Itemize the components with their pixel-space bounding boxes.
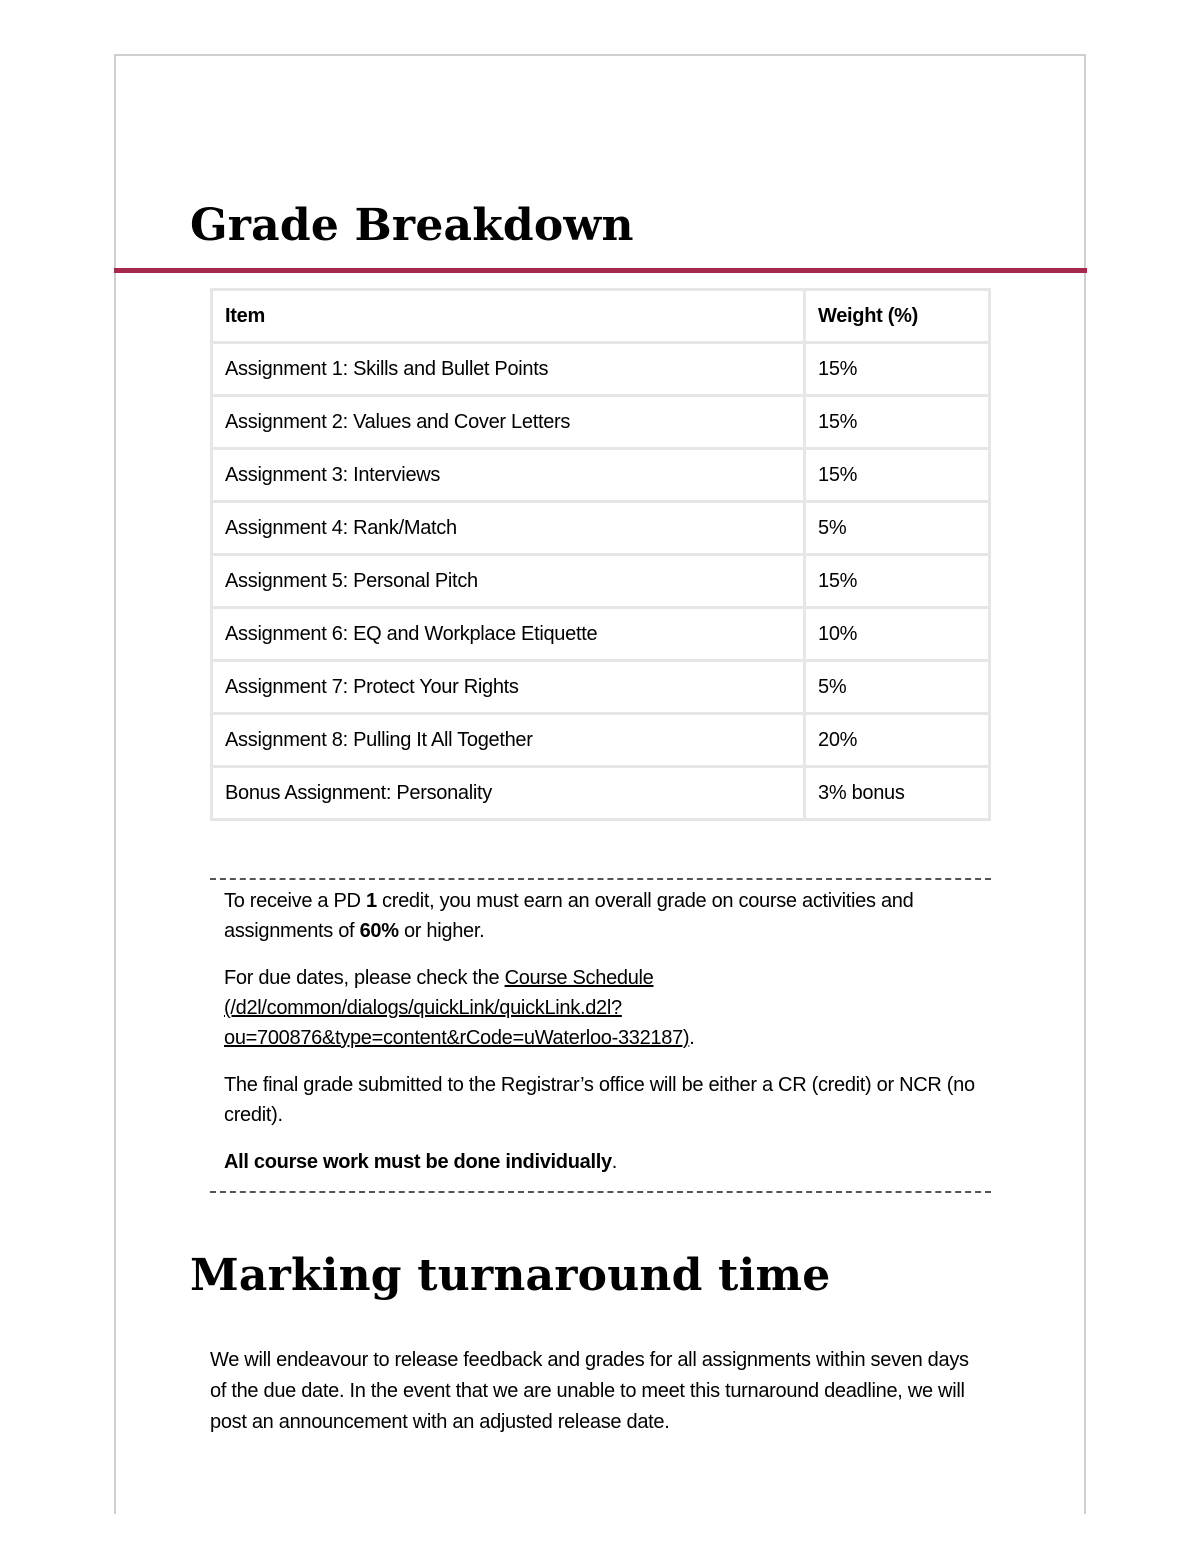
table-row <box>212 555 990 608</box>
weight-cell: 10% <box>805 608 990 661</box>
due-text: For due dates, please check the <box>224 967 505 989</box>
heading-rule <box>114 268 1087 273</box>
table-row <box>212 608 990 661</box>
course-schedule-link[interactable]: Course Schedule (/d2l/common/dialogs/quickLink/quickLink.d2l?ou=700876&type=content&rCode=uWaterloo-332187) <box>224 967 690 1049</box>
credit-text: credit, you must earn an overall grade on course activities and assignments of <box>224 890 914 942</box>
table-row <box>212 714 990 767</box>
item-cell: Assignment 7: Protect Your Rights <box>212 661 805 714</box>
weight-cell: 15% <box>805 555 990 608</box>
item-cell: Bonus Assignment: Personality <box>212 767 805 820</box>
credit-requirement <box>224 886 977 946</box>
item-cell: Assignment 8: Pulling It All Together <box>212 714 805 767</box>
item-cell: Assignment 3: Interviews <box>212 449 805 502</box>
grade-breakdown-heading: Grade Breakdown <box>190 200 634 251</box>
weight-cell: 20% <box>805 714 990 767</box>
column-header-item: Item <box>212 290 805 343</box>
credit-number: 1 <box>365 890 377 912</box>
item-cell: Assignment 5: Personal Pitch <box>212 555 805 608</box>
weight-cell: 5% <box>805 502 990 555</box>
turnaround-paragraph: We will endeavour to release feedback and grades for all assignments within seven days of the due date. In the event that we are unable to meet this turnaround deadline, we will post an announcement with an adjusted release date. <box>210 1349 969 1433</box>
weight-cell: 5% <box>805 661 990 714</box>
notes-box <box>210 878 991 1193</box>
credit-text: or higher. <box>398 920 485 942</box>
final-grade-note: The final grade submitted to the Registrar’s office will be either a CR (credit) or NCR (no credit). <box>224 1074 975 1126</box>
item-cell: Assignment 1: Skills and Bullet Points <box>212 343 805 396</box>
due-dates-note <box>224 963 977 1053</box>
due-text: . <box>689 1027 695 1049</box>
individual-work-bold: All course work must be done individually <box>224 1151 612 1173</box>
table-row <box>212 767 990 820</box>
weight-cell: 15% <box>805 343 990 396</box>
item-cell: Assignment 4: Rank/Match <box>212 502 805 555</box>
item-cell: Assignment 6: EQ and Workplace Etiquette <box>212 608 805 661</box>
weight-cell: 3% bonus <box>805 767 990 820</box>
column-header-weight: Weight (%) <box>805 290 990 343</box>
weight-cell: 15% <box>805 396 990 449</box>
table-row <box>212 343 990 396</box>
table-header-row <box>212 290 990 343</box>
individual-work-text: . <box>611 1151 618 1173</box>
table-row <box>212 449 990 502</box>
grade-table <box>210 288 991 821</box>
marking-turnaround-heading: Marking turnaround time <box>190 1250 831 1301</box>
item-cell: Assignment 2: Values and Cover Letters <box>212 396 805 449</box>
table-row <box>212 502 990 555</box>
credit-text: To receive a PD <box>224 890 366 912</box>
table-row <box>212 396 990 449</box>
table-row <box>212 661 990 714</box>
weight-cell: 15% <box>805 449 990 502</box>
passing-grade: 60% <box>359 920 399 942</box>
individual-work-note <box>224 1147 977 1177</box>
